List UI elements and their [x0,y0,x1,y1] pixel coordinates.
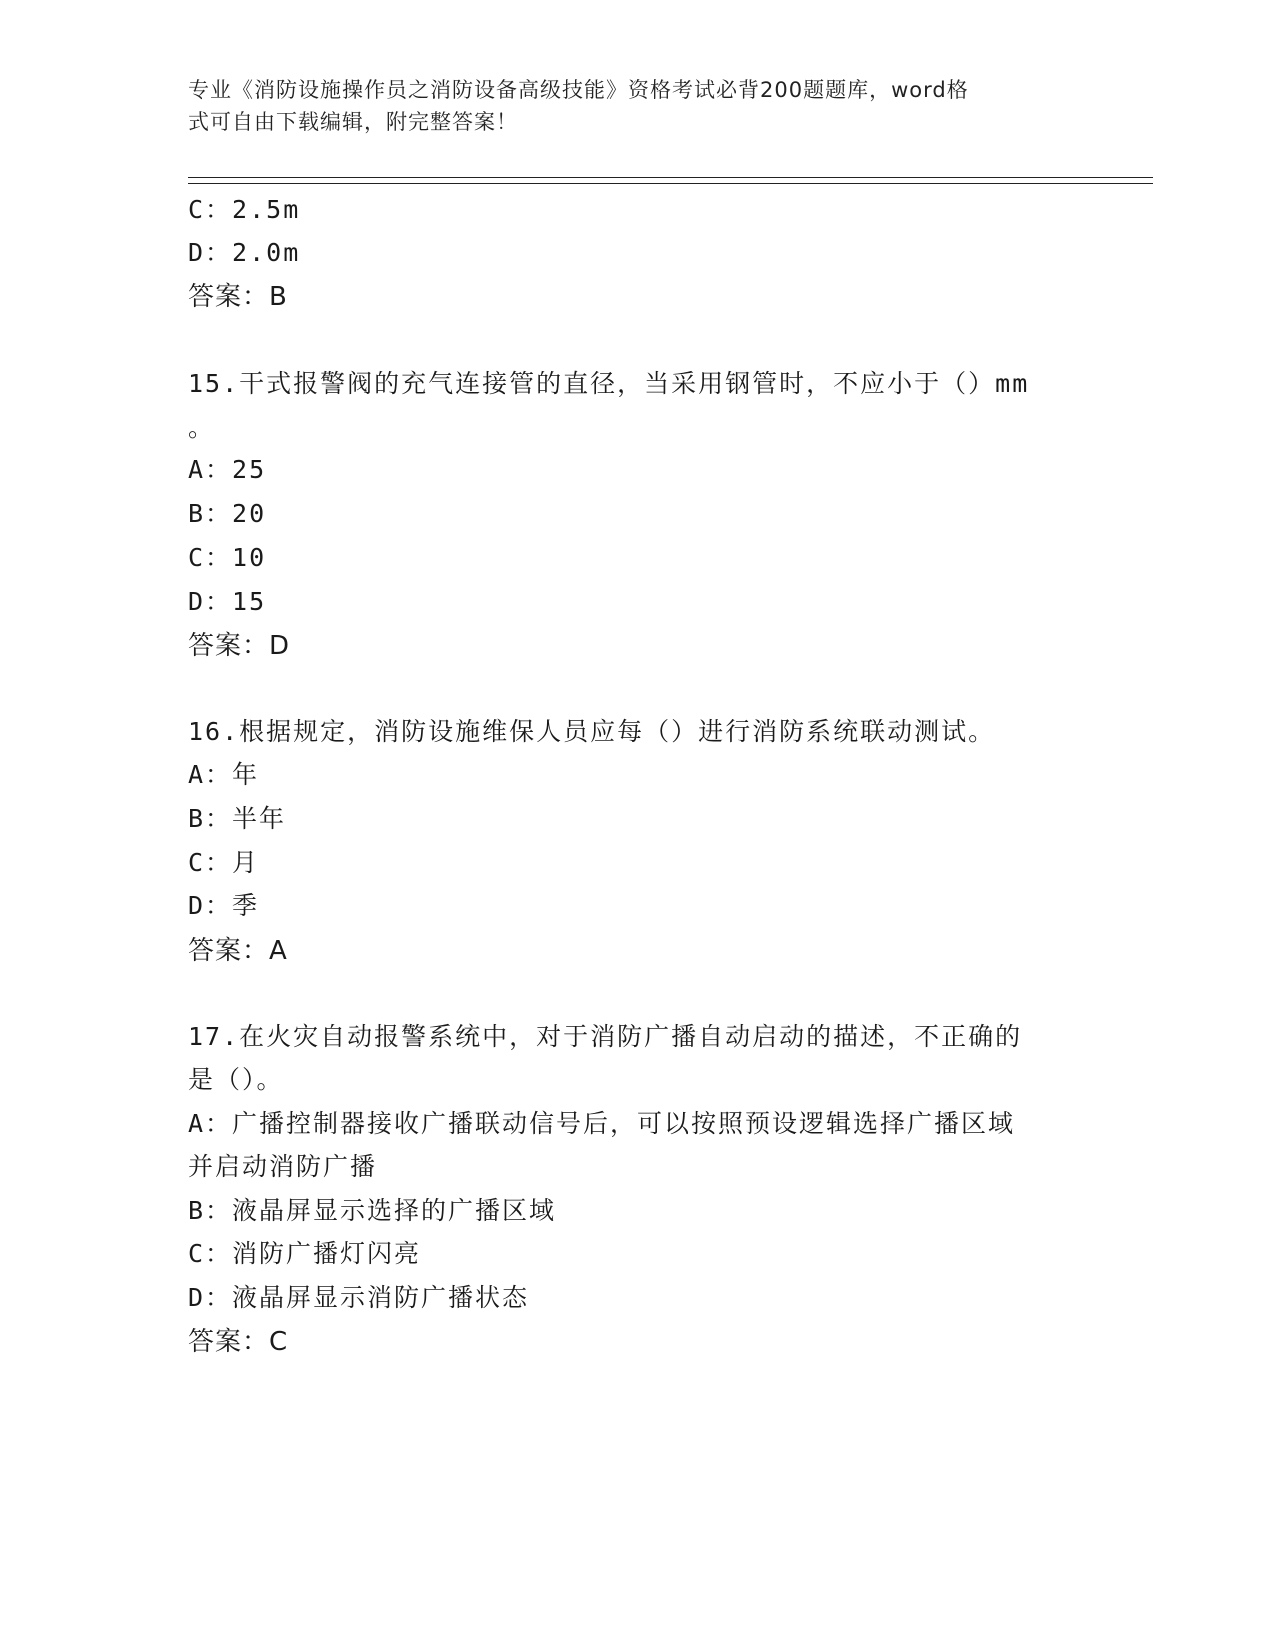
q16-option-a: A：年 [188,760,260,789]
q14-option-d: D：2.0m [188,238,301,267]
q14-option-c: C：2.5m [188,195,301,224]
q15-option-c: C：10 [188,543,267,572]
q15-option-a: A：25 [188,455,267,484]
q17-option-a-line-2: 并启动消防广播 [188,1152,378,1181]
q15-stem-line-2: 。 [188,413,216,442]
document-header [188,74,1068,138]
q17-option-c: C：消防广播灯闪亮 [188,1239,422,1268]
q17-option-d: D：液晶屏显示消防广播状态 [188,1283,530,1312]
q15-answer: 答案：D [188,631,291,661]
q15-stem-line-1: 15.干式报警阀的充气连接管的直径，当采用钢管时，不应小于（）mm [188,369,1030,398]
header-divider-bottom [188,183,1153,184]
q17-answer: 答案：C [188,1327,289,1357]
q17-stem-line-1: 17.在火灾自动报警系统中，对于消防广播自动启动的描述，不正确的 [188,1022,1023,1051]
header-divider-top [188,177,1153,178]
q17-option-b: B：液晶屏显示选择的广播区域 [188,1196,557,1225]
q16-option-c: C：月 [188,848,260,877]
q15-option-b: B：20 [188,499,267,528]
q16-option-d: D：季 [188,891,260,920]
q14-answer: 答案：B [188,282,288,312]
q16-answer: 答案：A [188,936,288,966]
q17-option-a-line-1: A：广播控制器接收广播联动信号后，可以按照预设逻辑选择广播区域 [188,1109,1016,1138]
q16-option-b: B：半年 [188,804,287,833]
q16-stem-line-1: 16.根据规定，消防设施维保人员应每（）进行消防系统联动测试。 [188,717,996,746]
header-line-2: 式可自由下载编辑，附完整答案！ [188,110,518,134]
q17-stem-line-2: 是（）。 [188,1065,284,1094]
q15-option-d: D：15 [188,587,267,616]
header-line-1: 专业《消防设施操作员之消防设备高级技能》资格考试必背200题题库，word格 [188,78,969,102]
